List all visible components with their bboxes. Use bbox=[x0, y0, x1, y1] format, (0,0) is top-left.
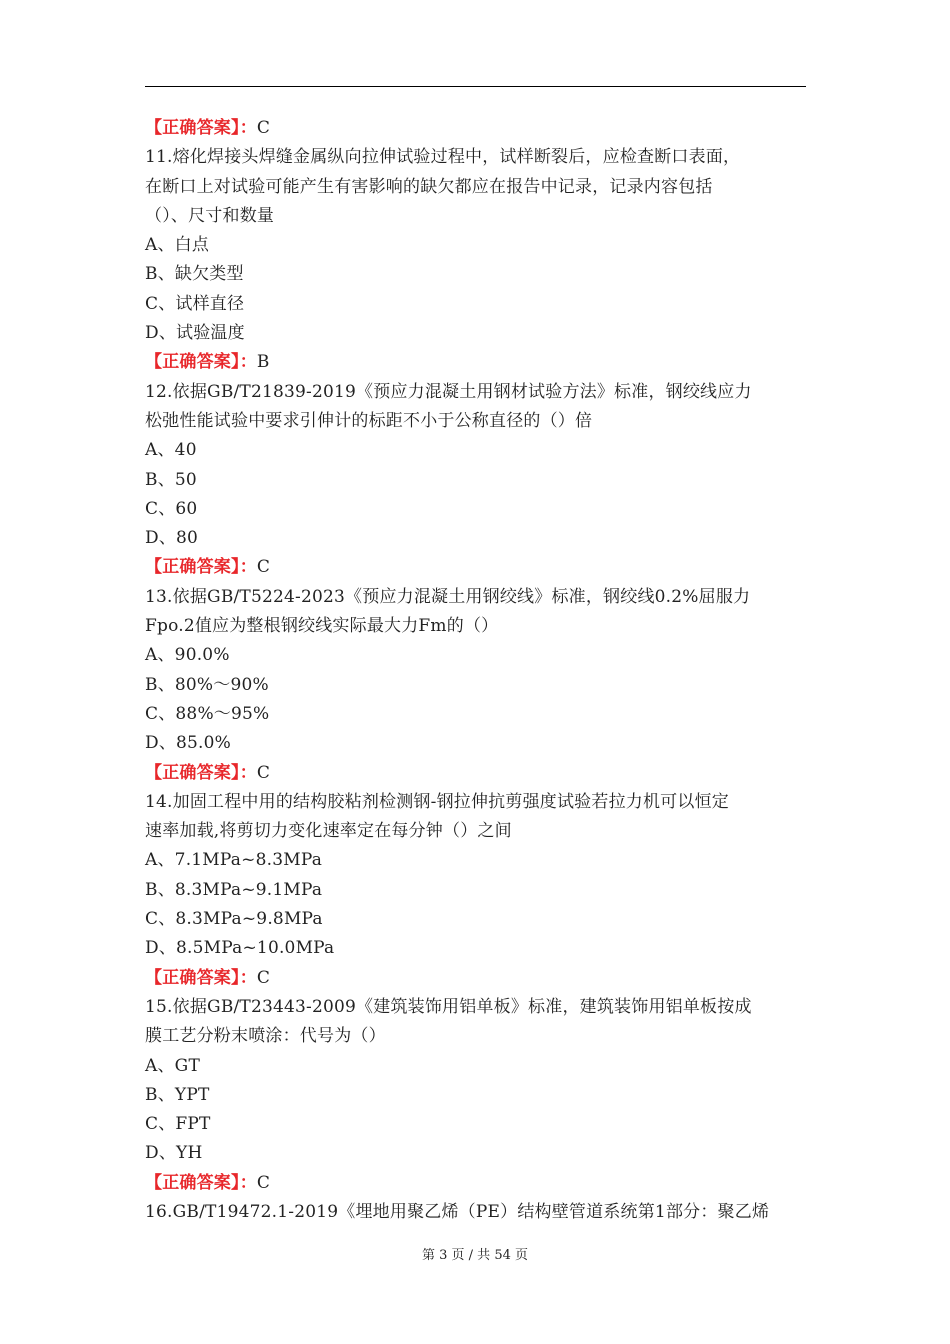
text-line: A、7.1MPa~8.3MPa bbox=[145, 850, 323, 871]
text-line: C、88%～95% bbox=[145, 703, 270, 724]
correct-answer-label: 【正确答案】： bbox=[145, 352, 257, 373]
correct-answer-value: C bbox=[256, 762, 271, 783]
text-line: D、80 bbox=[145, 528, 199, 549]
correct-answer-line bbox=[145, 1169, 810, 1198]
correct-answer-line bbox=[145, 348, 810, 377]
correct-answer-label: 【正确答案】： bbox=[145, 1172, 257, 1193]
text-line: A、白点 bbox=[145, 235, 210, 256]
text-line: A、40 bbox=[145, 440, 197, 461]
text-line: 13.依据GB/T5224-2023《预应力混凝土用钢绞线》标准，钢绞线0.2%屈服力 bbox=[145, 586, 751, 607]
correct-answer-line bbox=[145, 553, 810, 582]
text-line: B、8.3MPa~9.1MPa bbox=[145, 879, 323, 900]
text-line: D、8.5MPa~10.0MPa bbox=[145, 938, 335, 959]
correct-answer-label: 【正确答案】： bbox=[145, 762, 257, 783]
document-body bbox=[145, 114, 810, 1227]
text-line: 15.依据GB/T23443-2009《建筑装饰用铝单板》标准，建筑装饰用铝单板按成 bbox=[145, 996, 752, 1017]
text-line: C、FPT bbox=[145, 1114, 211, 1135]
text-line: D、试验温度 bbox=[145, 323, 245, 344]
text-line: （）、尺寸和数量 bbox=[145, 205, 275, 226]
correct-answer-value: B bbox=[256, 352, 270, 373]
text-line: B、50 bbox=[145, 469, 197, 490]
correct-answer-label: 【正确答案】： bbox=[145, 118, 257, 138]
page-footer: 第 3 页 / 共 54 页 bbox=[422, 1248, 528, 1263]
text-line: 14.加固工程中用的结构胶粘剂检测钢-钢拉伸抗剪强度试验若拉力机可以恒定 bbox=[145, 791, 729, 812]
correct-answer-value: C bbox=[256, 118, 271, 138]
text-line: 在断口上对试验可能产生有害影响的缺欠都应在报告中记录，记录内容包括 bbox=[145, 176, 713, 197]
text-line: 速率加载,将剪切力变化速率定在每分钟（）之间 bbox=[145, 821, 512, 842]
text-line: B、80%～90% bbox=[145, 674, 269, 695]
correct-answer-label: 【正确答案】： bbox=[145, 557, 257, 578]
text-line: 膜工艺分粉末喷涂：代号为（） bbox=[145, 1026, 386, 1047]
text-line: D、85.0% bbox=[145, 733, 232, 754]
text-line: C、8.3MPa~9.8MPa bbox=[145, 909, 323, 930]
correct-answer-line bbox=[145, 114, 810, 143]
correct-answer-value: C bbox=[256, 1172, 271, 1193]
text-line: C、60 bbox=[145, 498, 198, 519]
correct-answer-line bbox=[145, 759, 810, 788]
text-line: B、缺欠类型 bbox=[145, 264, 244, 285]
text-line: 12.依据GB/T21839-2019《预应力混凝土用钢材试验方法》标准，钢绞线应力 bbox=[145, 381, 752, 402]
text-line: 松弛性能试验中要求引伸计的标距不小于公称直径的（）倍 bbox=[145, 410, 593, 431]
text-line: 11.熔化焊接头焊缝金属纵向拉伸试验过程中，试样断裂后，应检查断口表面， bbox=[145, 147, 741, 168]
correct-answer-line bbox=[145, 964, 810, 993]
correct-answer-value: C bbox=[256, 967, 271, 988]
correct-answer-label: 【正确答案】： bbox=[145, 967, 257, 988]
correct-answer-value: C bbox=[256, 557, 271, 578]
text-line: C、试样直径 bbox=[145, 293, 245, 314]
text-line: D、YH bbox=[145, 1143, 203, 1164]
text-line: Fpo.2值应为整根钢绞线实际最大力Fm的（） bbox=[145, 616, 499, 637]
text-line: A、GT bbox=[145, 1055, 200, 1076]
text-line: 16.GB/T19472.1-2019《埋地用聚乙烯（PE）结构壁管道系统第1部分：聚乙烯 bbox=[145, 1201, 770, 1222]
text-line: A、90.0% bbox=[145, 645, 230, 666]
header-rule bbox=[145, 86, 806, 87]
text-line: B、YPT bbox=[145, 1084, 210, 1105]
